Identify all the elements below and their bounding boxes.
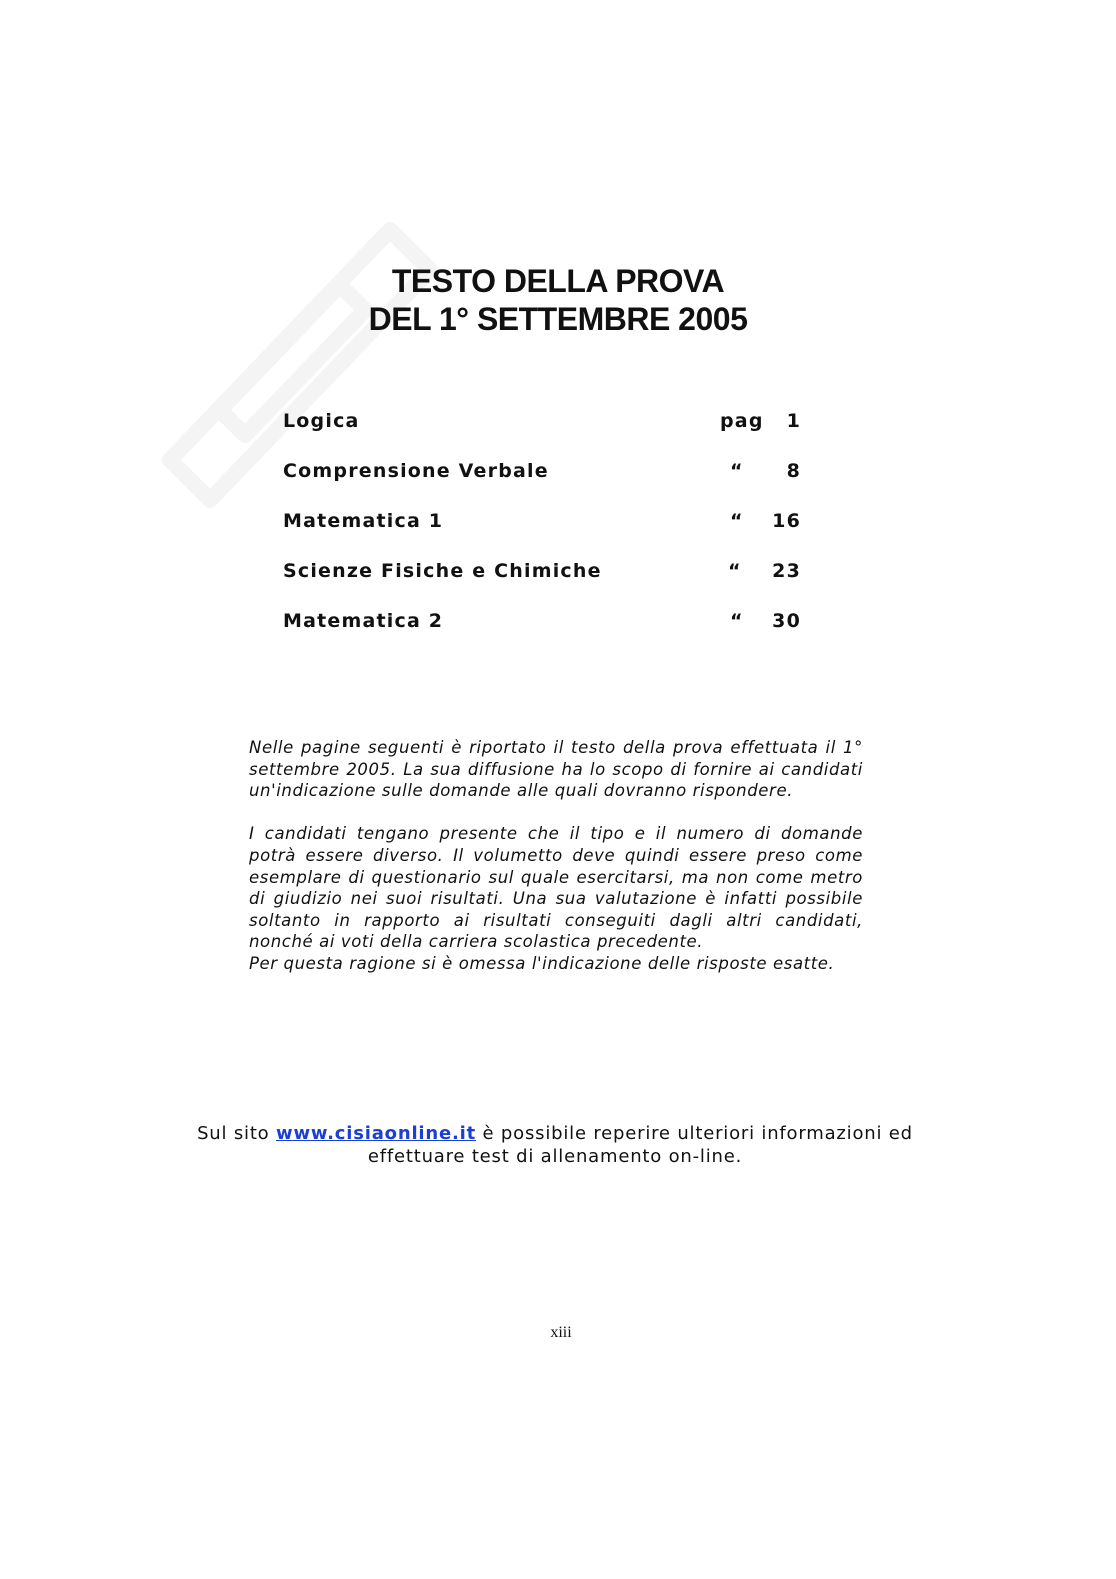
toc-page-number: 8 — [786, 460, 801, 482]
toc-page-prefix: pag — [720, 410, 764, 432]
toc-ditto-mark: “ — [728, 560, 742, 582]
toc-label: Matematica 2 — [283, 610, 444, 632]
toc-page-number: 30 — [772, 610, 801, 632]
toc-page-number: 23 — [772, 560, 801, 582]
toc-ditto-mark: “ — [730, 460, 744, 482]
toc-ditto-mark: “ — [730, 510, 744, 532]
intro-paragraph: Per questa ragione si è omessa l'indicazione delle risposte esatte. — [249, 953, 835, 973]
website-note-prefix: Sul sito — [197, 1123, 277, 1144]
intro-paragraph: Nelle pagine seguenti è riportato il testo della prova effettuata il 1° settembre 2005. La sua diffusione ha lo scopo di fornire ai candidati un'indicazione sulle domande alle quali dovranno rispondere. — [249, 738, 863, 801]
cisia-website-link[interactable]: www.cisiaonline.it — [276, 1123, 477, 1144]
toc-row — [283, 555, 823, 605]
toc-row — [283, 605, 823, 655]
website-note-line-1 — [0, 1122, 1110, 1145]
toc-page-number: 16 — [772, 510, 801, 532]
document-title — [0, 262, 1116, 338]
toc-row — [283, 505, 823, 555]
website-note-line-2: effettuare test di allenamento on-line. — [367, 1146, 743, 1167]
page-number: xiii — [550, 1324, 572, 1341]
toc-row — [283, 405, 823, 455]
toc-row — [283, 455, 823, 505]
title-line-2: DEL 1° SETTEMBRE 2005 — [368, 301, 748, 337]
toc-page-number: 1 — [786, 410, 801, 432]
toc-label: Logica — [283, 410, 360, 432]
title-line-1: TESTO DELLA PROVA — [391, 263, 725, 299]
website-note — [0, 1122, 1110, 1168]
intro-paragraph: I candidati tengano presente che il tipo e il numero di domande potrà essere diverso. Il volumetto deve quindi essere preso come esemplare di questionario sul quale esercitarsi, ma non come metro di giudizio nei suoi risultati. Una sua valutazione è infatti possibile soltanto in rapporto ai risultati conseguiti dagli altri candidati, nonché ai voti della carriera scolastica precedente. — [249, 824, 863, 952]
toc-ditto-mark: “ — [730, 610, 744, 632]
table-of-contents — [283, 405, 823, 655]
website-note-suffix: è possibile reperire ulteriori informazioni ed — [476, 1123, 913, 1144]
toc-label: Matematica 1 — [283, 510, 444, 532]
intro-text — [249, 737, 863, 975]
toc-label: Comprensione Verbale — [283, 460, 549, 482]
toc-label: Scienze Fisiche e Chimiche — [283, 560, 602, 582]
